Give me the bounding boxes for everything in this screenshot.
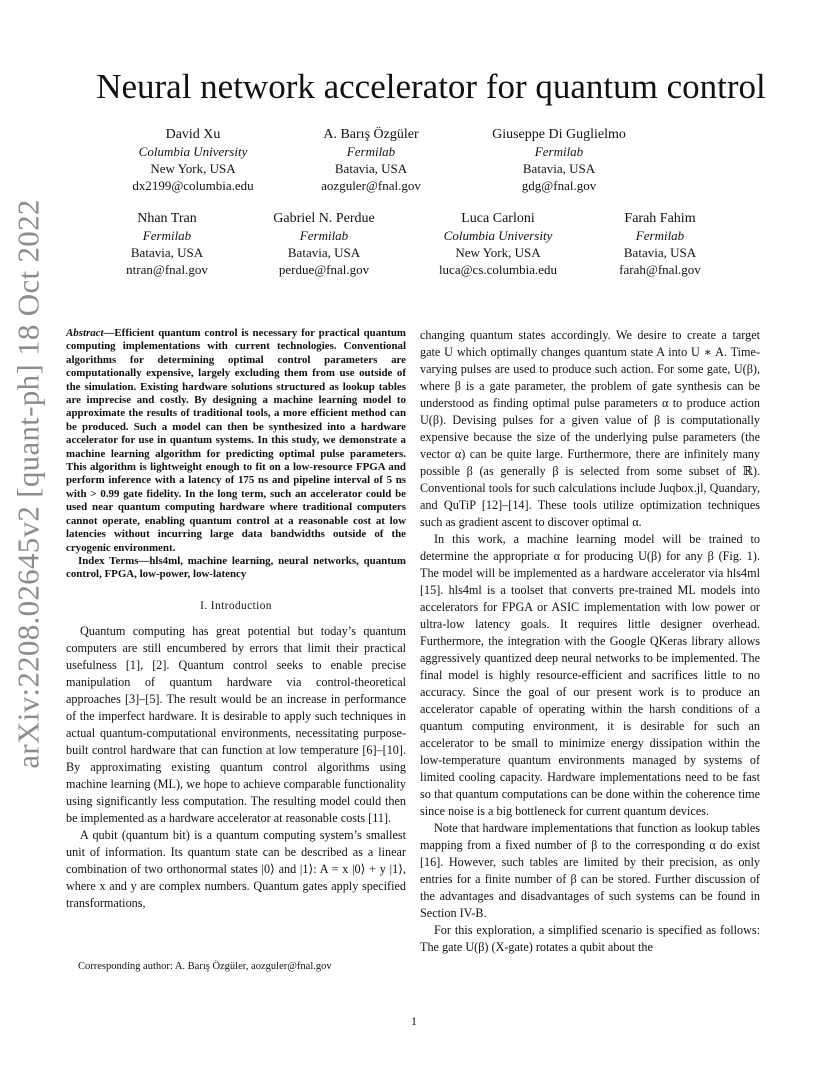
author-name: David Xu [165, 127, 221, 142]
abstract-lead: Abstract [66, 327, 104, 339]
author-location: Batavia, USA [130, 245, 204, 260]
index-terms [66, 555, 406, 582]
author-name: Luca Carloni [461, 211, 535, 226]
abstract [66, 327, 406, 555]
author-name: Giuseppe Di Guglielmo [492, 127, 626, 142]
body-paragraph: Note that hardware implementations that function as lookup tables mapping from a fixed number of β to the corresponding α do exist [16]. However, such tables are limited by their precision, as only entries for a finite number of β can be stored. Further discussion of the advantages and disadvantages of such systems can be found in Section IV-B. [420, 821, 760, 920]
author-email: luca@cs.columbia.edu [438, 262, 558, 277]
body-paragraph: In this work, a machine learning model will be trained to determine the appropriate α for producing U(β) for any β (Fig. 1). The model will be implemented as a hardware accelerator via hls4ml [15]. hls4ml is a toolset that converts pre-trained ML models into accelerators for FPGA or ASIC implementation with low power or ultra-low latency goals. It requires little designer overhead. Furthermore, the integration with the Google QKeras library allows aggressively quantized deep neural networks to be implemented. The final model is highly resource-efficient and sacrifices little to no accuracy. Since the goal of our present work is to produce an accelerator capable of operating within the harsh conditions of a quantum computing environment, it is desirable for such an accelerator to be small to minimize energy dissipation within the low-temperature quantum environments managed by systems of limited cooling capacity. Hardware implementations need to be fast so that quantum computations can be done within the coherence time since noise is a big bottleneck for current quantum devices. [420, 532, 760, 818]
arxiv-identifier-stamp [4, 199, 54, 769]
author-location: New York, USA [455, 245, 541, 260]
author-location: Batavia, USA [287, 245, 361, 260]
author-email: ntran@fnal.gov [126, 262, 208, 277]
author-name: A. Barış Özgüler [323, 127, 419, 142]
author-email: dx2199@columbia.edu [132, 178, 254, 193]
index-terms-lead: Index Terms [78, 554, 139, 567]
author-name: Farah Fahim [624, 211, 696, 226]
author-affiliation: Fermilab [142, 228, 192, 243]
arxiv-identifier-text: arXiv:2208.02645v2 [quant-ph] 18 Oct 2022 [11, 199, 47, 769]
author-affiliation: Fermilab [346, 144, 396, 159]
author-name: Gabriel N. Perdue [273, 211, 375, 226]
author-location: Batavia, USA [623, 245, 697, 260]
author-block-2 [276, 126, 466, 194]
left-column [66, 327, 406, 912]
author-affiliation: Columbia University [138, 144, 248, 159]
body-paragraph: For this exploration, a simplified scenario is specified as follows: The gate U(β) (X-gate) rotates a qubit about the [420, 923, 760, 954]
author-affiliation: Fermilab [534, 144, 584, 159]
author-location: Batavia, USA [334, 161, 408, 176]
author-affiliation: Fermilab [299, 228, 349, 243]
body-paragraph: A qubit (quantum bit) is a quantum computing system’s smallest unit of information. Its quantum state can be described as a linear combination of two orthonormal states |0⟩ and |1⟩: A = x |0⟩ + y |1⟩, where x and y are complex numbers. Quantum gates apply specified transformations, [66, 827, 406, 910]
author-block-7 [565, 210, 755, 278]
author-location: New York, USA [150, 161, 236, 176]
author-email: perdue@fnal.gov [278, 262, 370, 277]
author-email: farah@fnal.gov [619, 262, 701, 277]
body-paragraph: Quantum computing has great potential but today’s quantum computers are still encumbered by errors that limit their practical usefulness [1], [2]. Quantum control seeks to enable precise manipulation of quantum hardware via control-theoretical approaches [3]–[5]. The result would be an increase in performance of the imperfect hardware. It is desirable to apply such techniques in actual quantum-computational environments, necessitating purpose-built control hardware that can function at low temperature [6]–[10]. By approximating existing quantum control algorithms using machine learning (ML), we hope to achieve comparable functionality using significantly less computation. The resulting model could then be implemented as a hardware accelerator at reasonable costs [11]. [66, 623, 406, 825]
right-column [420, 327, 760, 956]
corresponding-author-footnote: Corresponding author: A. Barış Özgüler, aozguler@fnal.gov [78, 961, 332, 972]
author-block-5 [229, 210, 419, 278]
author-name: Nhan Tran [137, 211, 197, 226]
abstract-text: —Efficient quantum control is necessary for practical quantum computing implementations with current technologies. Conventional algorithms for determining optimal control parameters are computationally expensive, largely excluding them from use outside of the simulation. Existing hardware solutions structured as lookup tables are imprecise and costly. By designing a machine learning model to approximate the results of traditional tools, a more efficient method can be produced. Such a model can then be synthesized into a hardware accelerator for use in quantum systems. In this study, we demonstrate a machine learning algorithm for predicting optimal pulse parameters. This algorithm is lightweight enough to fit on a low-resource FPGA and perform inference with a latency of 175 ns and pipeline interval of 5 ns with > 0.99 gate fidelity. In the long term, such an accelerator could be used near quantum computing hardware where traditional computers cannot operate, enabling quantum control at a reasonable cost at low latencies without incurring large data bandwidths outside of the cryogenic environment. [66, 327, 406, 554]
author-email: gdg@fnal.gov [521, 178, 597, 193]
author-affiliation: Columbia University [443, 228, 553, 243]
section-heading-introduction: I. Introduction [200, 599, 272, 612]
page-number: 1 [411, 1014, 417, 1028]
body-paragraph: changing quantum states accordingly. We desire to create a target gate U which optimally changes quantum state A into U ∗ A. Time-varying pulses are used to produce such action. For some gate, U(β), where β is a gate parameter, the problem of gate synthesis can be understood as finding optimal pulse parameters α to produce action U(β). Devising pulses for a given value of β is computationally expensive because the size of the underlying pulse parameters (the vector α) can be quite large. Furthermore, there are infinitely many possible β (as generally β is selected from some subset of ℝ). Conventional tools for such calculations include Juqbox.jl, Quandary, and QuTiP [12]–[14]. These tools utilize optimization techniques such as gradient ascent to discover optimal α. [420, 328, 760, 529]
author-block-3 [464, 126, 654, 194]
author-affiliation: Fermilab [635, 228, 685, 243]
author-email: aozguler@fnal.gov [321, 178, 421, 193]
paper-title: Neural network accelerator for quantum control [96, 67, 766, 106]
index-terms-text: —hls4ml, machine learning, neural networks, quantum control, FPGA, low-power, low-latency [66, 554, 406, 581]
author-location: Batavia, USA [522, 161, 596, 176]
author-block-1 [98, 126, 288, 194]
